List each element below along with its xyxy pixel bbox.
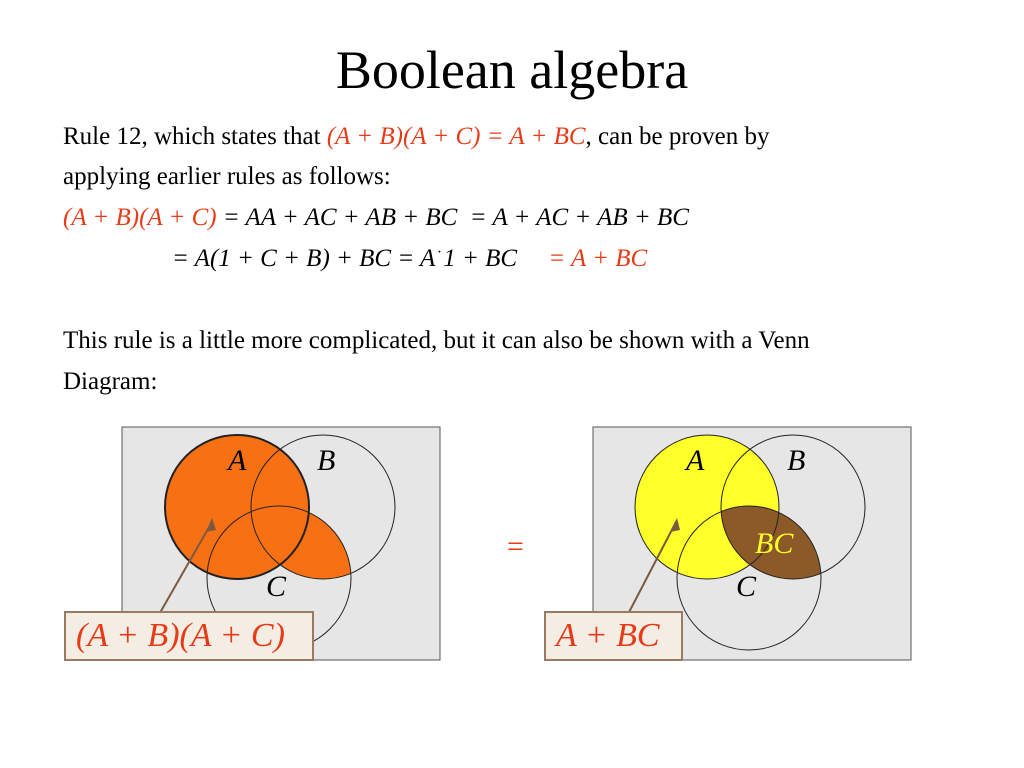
derivation-lhs: (A + B)(A + C) <box>63 204 217 231</box>
venn-left-label-a: A <box>228 444 247 477</box>
venn-left-label-b: B <box>317 444 336 477</box>
rule-formula: (A + B)(A + C) = A + BC <box>326 123 586 150</box>
intro-text-before: Rule 12, which states that <box>63 123 327 150</box>
derivation-step-1: = AA + AC + AB + BC <box>222 204 458 231</box>
venn-right-label-b: B <box>787 444 806 477</box>
dot-operator: · <box>437 244 442 261</box>
body-line-2: Diagram: <box>63 368 158 395</box>
derivation-step-2: = A + AC + AB + BC <box>469 204 689 231</box>
derivation-step-4: 1 + BC <box>443 245 518 272</box>
equals-sign: = <box>507 530 524 563</box>
venn-left-label-c: C <box>266 570 287 603</box>
venn-right-label-bc: BC <box>755 527 794 560</box>
venn-left-formula: (A + B)(A + C) <box>64 611 314 661</box>
body-line-1: This rule is a little more complicated, but it can also be shown with a Venn <box>63 327 810 354</box>
venn-right-formula: A + BC <box>544 611 683 661</box>
derivation-result: = A + BC <box>548 245 648 272</box>
venn-right-label-c: C <box>736 570 757 603</box>
intro-text-after: , can be proven by <box>585 123 770 150</box>
page-title: Boolean algebra <box>335 40 689 100</box>
venn-right-label-a: A <box>686 444 705 477</box>
intro-line-2: applying earlier rules as follows: <box>63 163 391 190</box>
derivation-step-3: = A(1 + C + B) + BC = A <box>172 245 436 272</box>
